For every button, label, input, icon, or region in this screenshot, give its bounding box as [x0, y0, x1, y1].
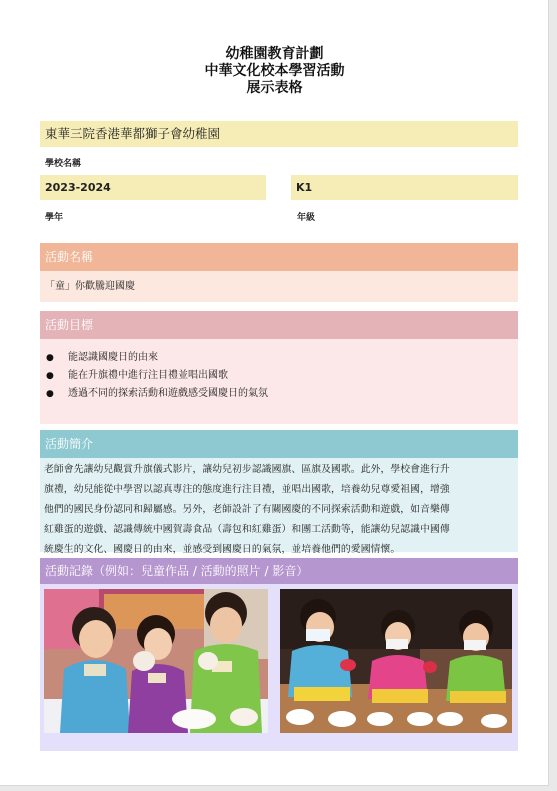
photo-1-illustration — [44, 589, 268, 733]
intro-header: 活動簡介 — [40, 430, 518, 458]
title-line-2: 中華文化校本學習活動 — [204, 63, 345, 79]
intro-line: 統慶生的文化、國慶日的由來，並感受到國慶日的氣氛，並培養他們的愛國情懷。 — [44, 544, 401, 555]
photo-2-illustration — [280, 589, 512, 733]
school-year-field: 2023-2024 — [40, 175, 266, 200]
title-line-1: 幼稚園教育計劃 — [225, 46, 324, 62]
activity-name-header: 活動名稱 — [40, 243, 518, 271]
school-year-label: 學年 — [45, 213, 64, 223]
school-name-field: 東華三院香港華都獅子會幼稚園 — [40, 121, 518, 147]
records-header: 活動記錄（例如：兒童作品 / 活動的照片 / 影音） — [40, 558, 518, 584]
activity-name-value: 「童」你歡騰迎國慶 — [45, 281, 135, 292]
intro-line: 旗禮，幼兒能從中學習以認真專注的態度進行注目禮，並唱出國歌，培養幼兒尊愛祖國，增強 — [44, 484, 450, 495]
objective-item: ● 能在升旗禮中進行注目禮並唱出國歌 — [46, 367, 518, 385]
grade-label: 年級 — [297, 213, 316, 223]
activity-photo-2 — [280, 589, 512, 733]
objective-item: ● 能認識國慶日的由來 — [46, 349, 518, 367]
objective-item: ● 透過不同的探索活動和遊戲感受國慶日的氣氛 — [46, 385, 518, 403]
grade-field: K1 — [291, 175, 518, 200]
intro-text — [40, 458, 518, 560]
activity-name-box — [40, 271, 518, 302]
objectives-list — [40, 339, 518, 403]
intro-line: 老師會先讓幼兒觀賞升旗儀式影片，讓幼兒初步認識國旗、區旗及國歌。此外，學校會進行升 — [44, 464, 450, 475]
objectives-box — [40, 339, 518, 424]
activity-photo-1 — [44, 589, 268, 733]
title-line-3: 展示表格 — [246, 80, 303, 96]
school-name-label: 學校名稱 — [45, 159, 82, 169]
title-block — [0, 46, 549, 97]
objectives-header: 活動目標 — [40, 311, 518, 339]
intro-line: 紅雞蛋的遊戲、認識傳統中國賀壽食品（壽包和紅雞蛋）和團工活動等，能讓幼兒認識中國傳 — [44, 524, 450, 535]
intro-line: 他們的國民身份認同和歸屬感。另外，老師設計了有關國慶的不同探索活動和遊戲，如音樂傳 — [44, 504, 450, 515]
intro-box — [40, 458, 518, 555]
